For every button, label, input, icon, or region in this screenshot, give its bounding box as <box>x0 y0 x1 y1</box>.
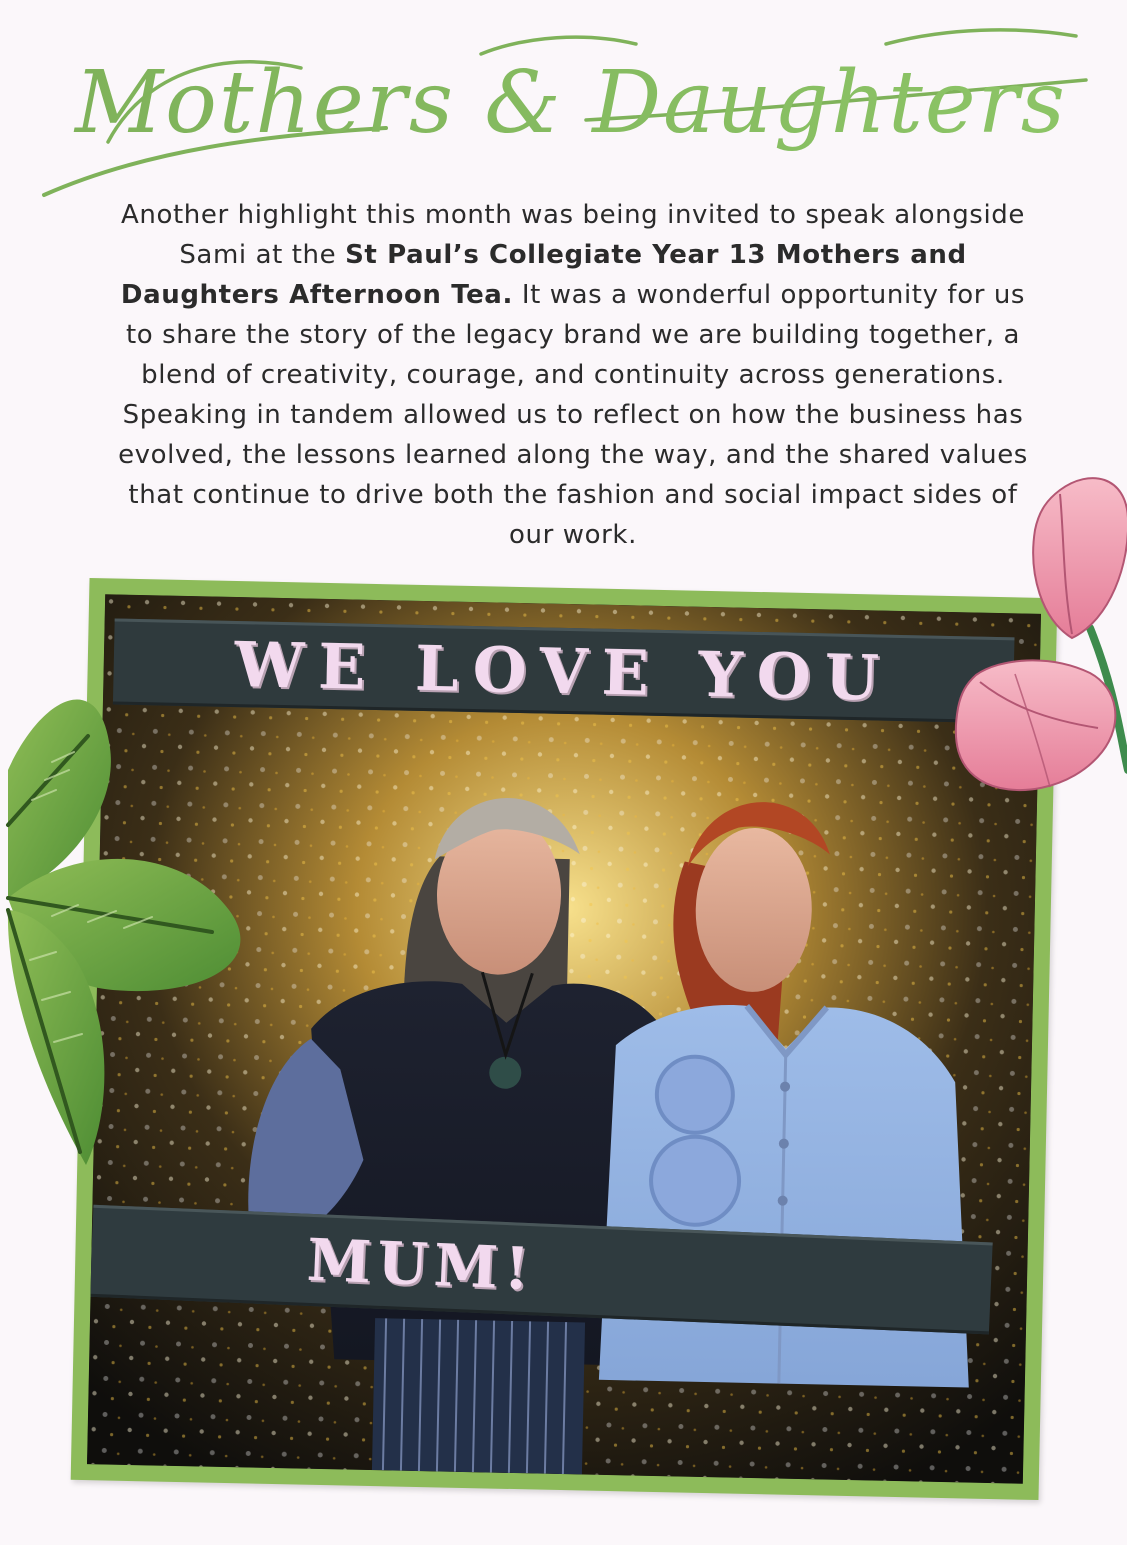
tulip-icon <box>940 460 1127 840</box>
top-sign-text: WE LOVE YOU <box>233 627 894 715</box>
intro-copy-lead: Another highlight this month was being invited to speak alongside Sami at the <box>121 200 1025 270</box>
section-heading <box>26 10 1116 210</box>
intro-copy <box>104 195 1042 555</box>
heading-title: Mothers & Daughters <box>75 53 1067 153</box>
bottom-sign-text: MUM! <box>305 1225 537 1304</box>
intro-copy-body: It was a wonderful opportunity for us to share the story of the legacy brand we are building together, a blend of creativity, courage, and continuity across generations. Speaking in tandem allowed us to reflect on how the business has evolved, the lessons learned along the way, and the shared values that continue to drive both the fashion and social impact sides of our work. <box>118 280 1028 550</box>
event-name: St Paul’s Collegiate Year 13 Mothers and Daughters Afternoon Tea. <box>120 240 967 310</box>
leaf-icon <box>0 660 310 1200</box>
